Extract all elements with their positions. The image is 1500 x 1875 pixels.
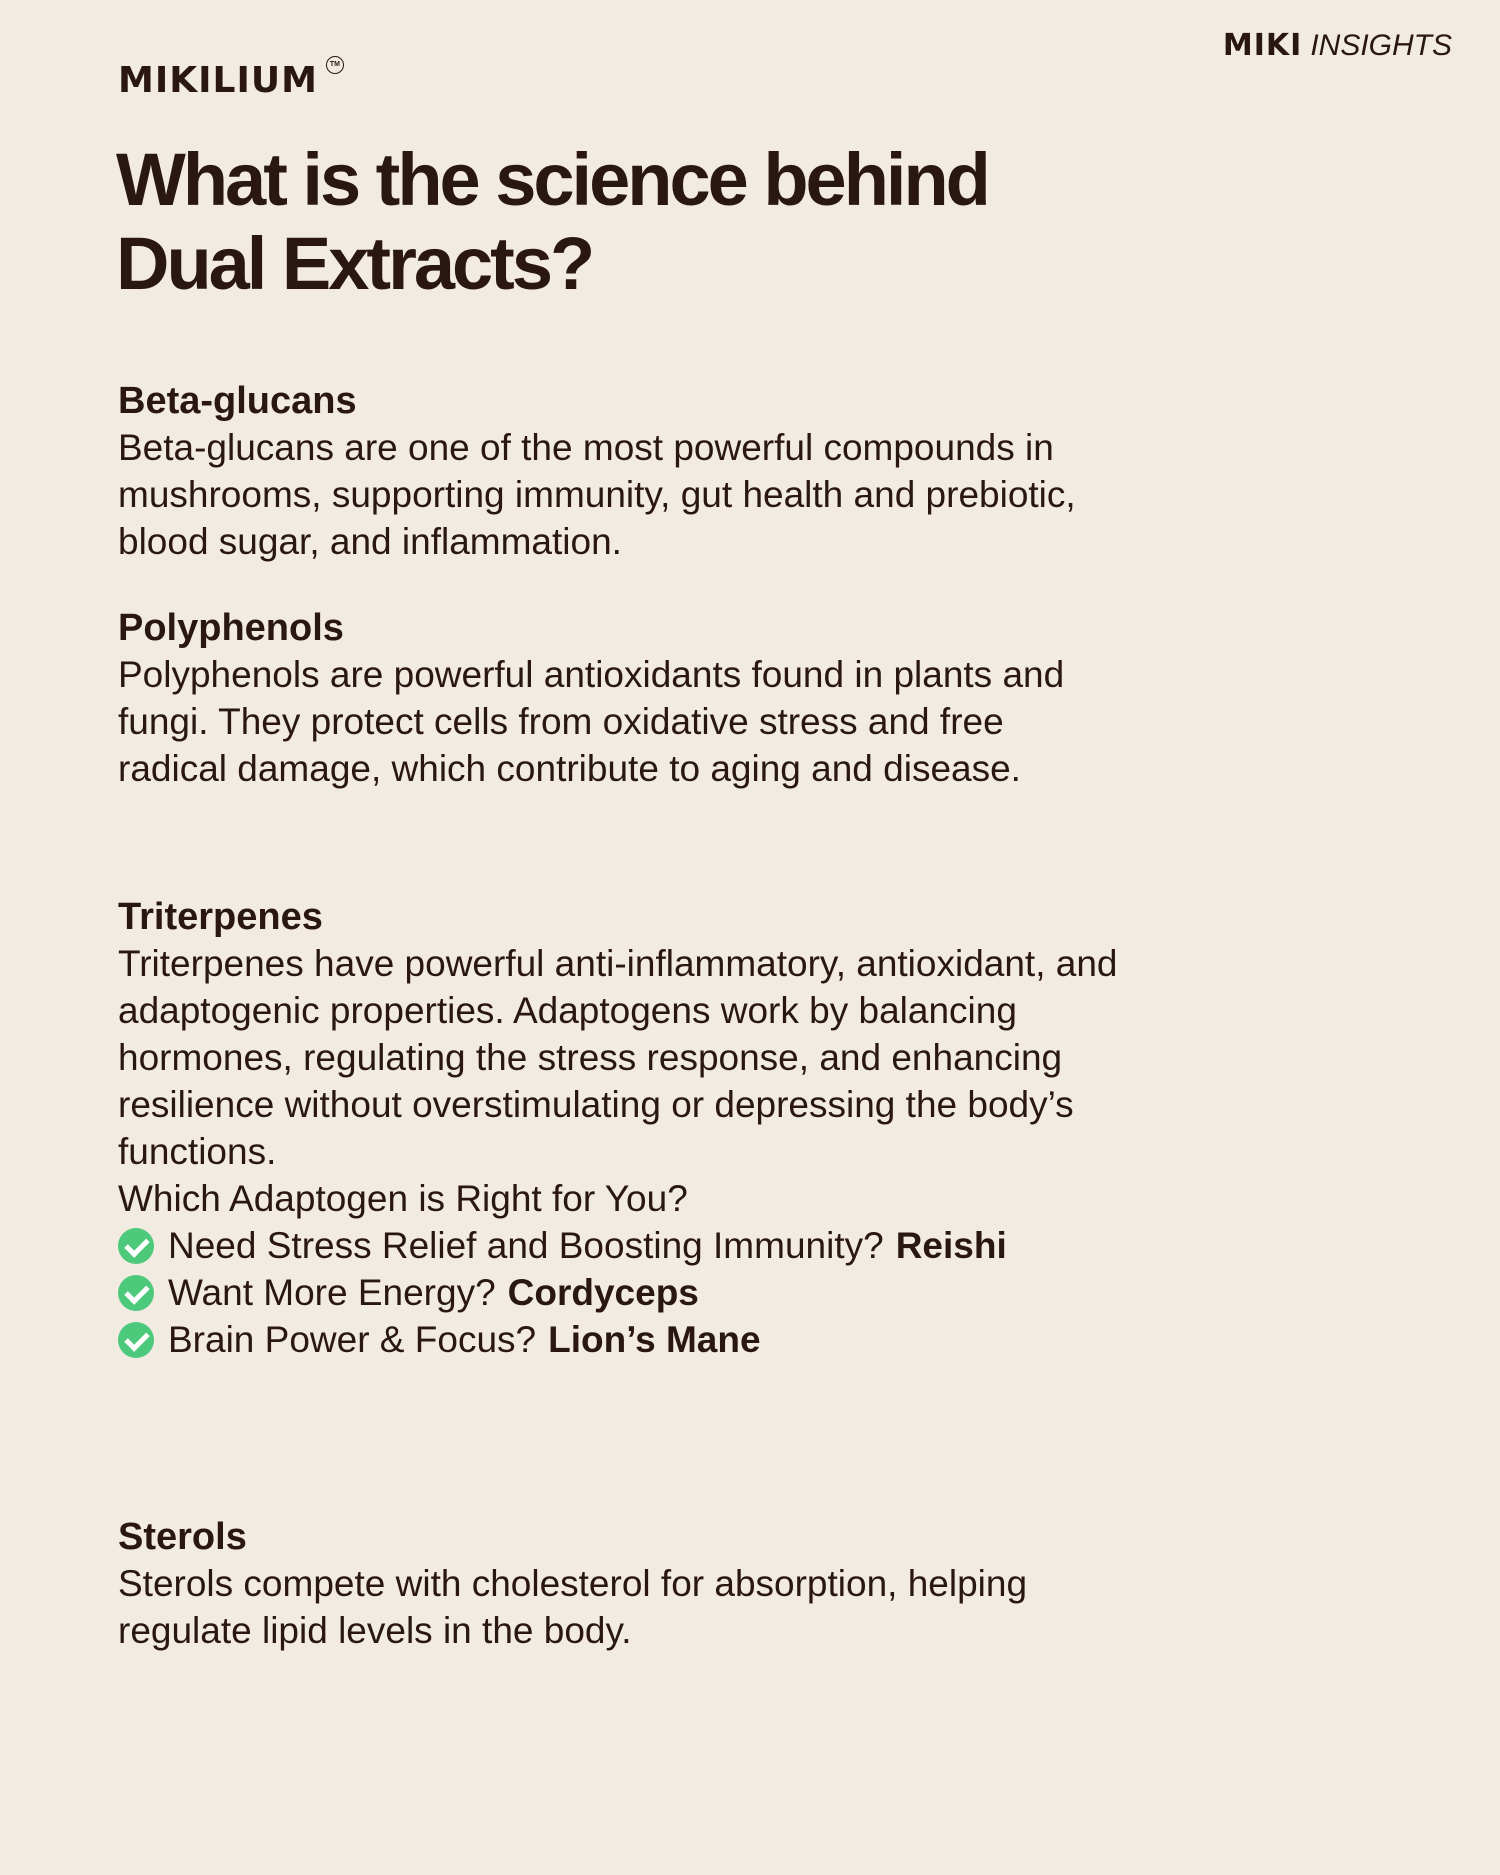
brand-logo	[118, 60, 340, 101]
page-title: What is the science behind Dual Extracts?	[116, 138, 988, 305]
section-heading: Sterols	[118, 1516, 247, 1558]
logo-text: MIKILIUM	[118, 60, 318, 101]
list-item	[118, 1222, 1118, 1269]
section-body: Sterols compete with cholesterol for absorption, helping regulate lipid levels in the body.	[118, 1563, 1028, 1651]
checklist-text: Brain Power & Focus?	[168, 1319, 537, 1360]
section-heading: Polyphenols	[118, 607, 344, 649]
list-item	[118, 1269, 1118, 1316]
checklist-text: Need Stress Relief and Boosting Immunity?	[168, 1225, 884, 1266]
checklist-answer: Cordyceps	[507, 1272, 699, 1313]
section-sterols	[118, 1514, 1118, 1654]
check-circle-icon	[118, 1322, 154, 1358]
check-circle-icon	[118, 1228, 154, 1264]
section-polyphenols	[118, 605, 1118, 792]
adaptogen-checklist	[118, 1222, 1118, 1363]
checklist-text: Want More Energy?	[168, 1272, 496, 1313]
section-heading: Triterpenes	[118, 896, 323, 938]
section-beta-glucans	[118, 378, 1118, 565]
section-body: Triterpenes have powerful anti-inflammatory, antioxidant, and adaptogenic properties. Adaptogens work by balancing hormones, regulating the stress response, and enhancing resilience without overstimulating or depressing the body’s functions.	[118, 943, 1118, 1172]
list-item	[118, 1316, 1118, 1363]
trademark-icon: TM	[326, 56, 344, 74]
checklist-answer: Reishi	[895, 1225, 1007, 1266]
section-body: Beta-glucans are one of the most powerful compounds in mushrooms, supporting immunity, gut health and prebiotic, blood sugar, and inflammation.	[118, 427, 1076, 562]
section-triterpenes	[118, 894, 1118, 1363]
insights-label: INSIGHTS	[1310, 29, 1452, 62]
checklist-answer: Lion’s Mane	[548, 1319, 761, 1360]
adaptogen-question: Which Adaptogen is Right for You?	[118, 1178, 688, 1219]
miki-brand: MIKI	[1222, 28, 1303, 63]
section-heading: Beta-glucans	[118, 380, 357, 422]
check-circle-icon	[118, 1275, 154, 1311]
miki-insights-tag	[1223, 28, 1452, 63]
section-body: Polyphenols are powerful antioxidants found in plants and fungi. They protect cells from oxidative stress and free radical damage, which contribute to aging and disease.	[118, 654, 1065, 789]
